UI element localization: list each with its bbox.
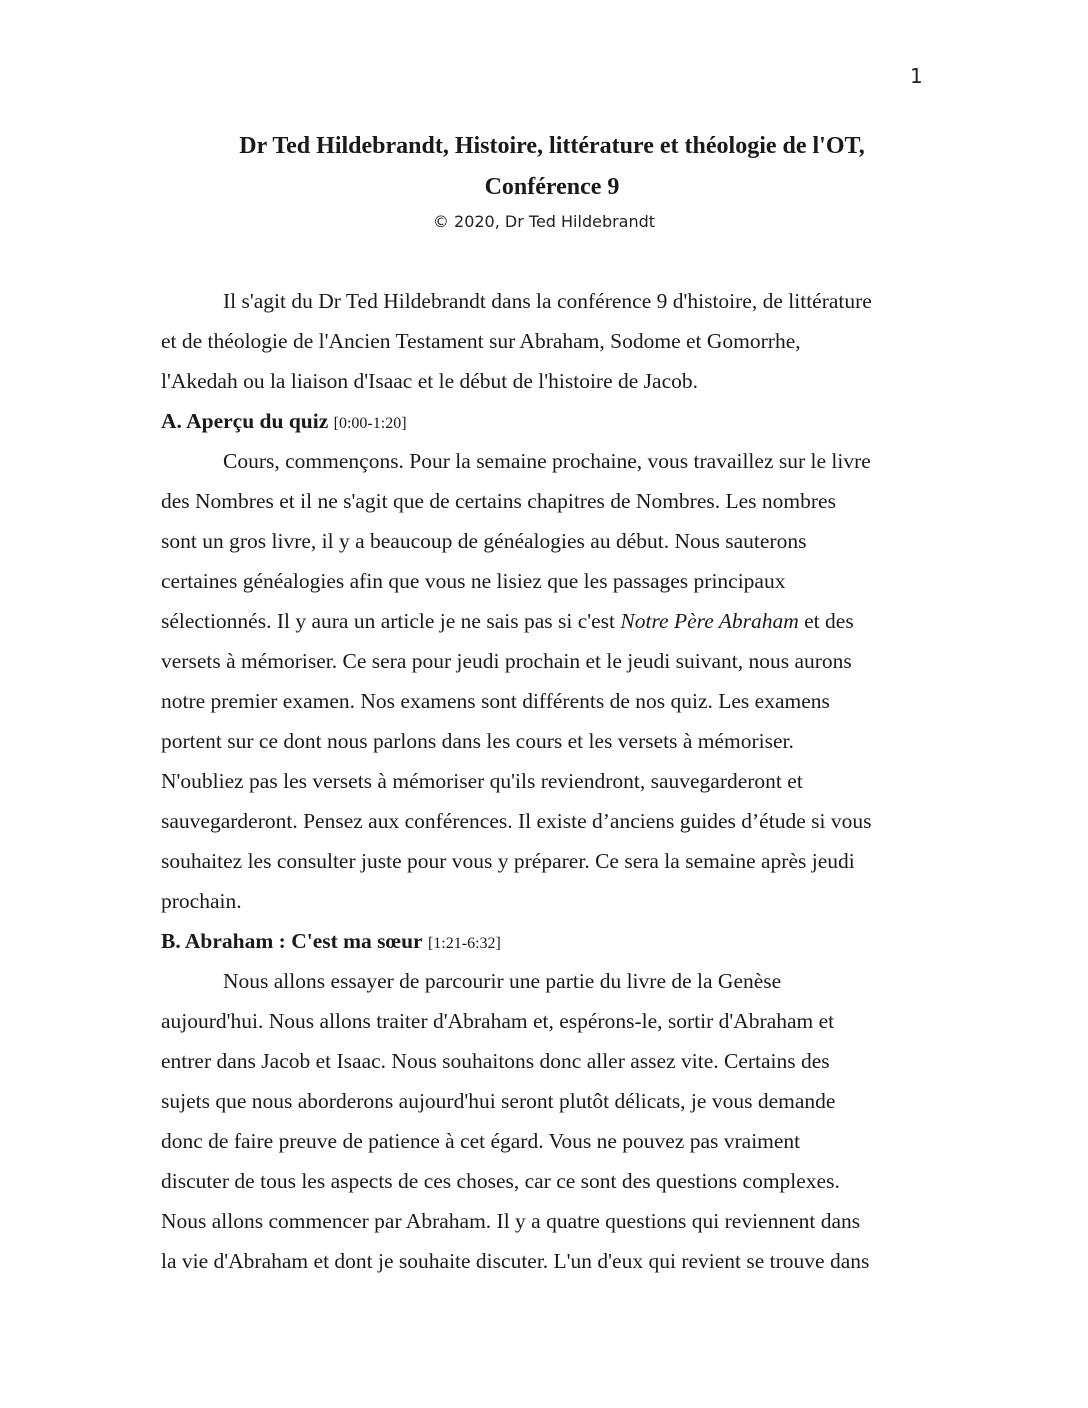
paragraph-line: versets à mémoriser. Ce sera pour jeudi prochain et le jeudi suivant, nous aurons [161,649,852,673]
paragraph-line: l'Akedah ou la liaison d'Isaac et le début de l'histoire de Jacob. [161,369,699,393]
book-title-italic: Notre Père Abraham [620,609,799,633]
paragraph-line: Il s'agit du Dr Ted Hildebrandt dans la conférence 9 d'histoire, de littérature [223,289,872,313]
paragraph-line: notre premier examen. Nos examens sont différents de nos quiz. Les examens [161,689,830,713]
paragraph-line [161,601,951,641]
paragraph-line: la vie d'Abraham et dont je souhaite discuter. L'un d'eux qui revient se trouve dans [161,1249,870,1273]
section-timestamp: [0:00-1:20] [333,415,407,432]
section-timestamp: [1:21-6:32] [427,935,501,952]
page-number: 1 [910,64,923,88]
paragraph-line: portent sur ce dont nous parlons dans les cours et les versets à mémoriser. [161,729,794,753]
copyright-notice: © 2020, Dr Ted Hildebrandt [432,212,656,231]
section-a-heading [161,401,407,444]
intro-paragraph [161,281,951,401]
paragraph-line: sauvegarderont. Pensez aux conférences. Il existe d’anciens guides d’étude si vous [161,809,872,833]
paragraph-line: discuter de tous les aspects de ces choses, car ce sont des questions complexes. [161,1169,840,1193]
paragraph-line: des Nombres et il ne s'agit que de certains chapitres de Nombres. Les nombres [161,489,836,513]
paragraph-line: Cours, commençons. Pour la semaine prochaine, vous travaillez sur le livre [223,449,871,473]
paragraph-line: Nous allons essayer de parcourir une partie du livre de la Genèse [223,969,782,993]
section-a-paragraph [161,441,951,921]
paragraph-line: Nous allons commencer par Abraham. Il y a quatre questions qui reviennent dans [161,1209,861,1233]
section-heading-text: A. Aperçu du quiz [161,409,329,433]
paragraph-line: et de théologie de l'Ancien Testament sur Abraham, Sodome et Gomorrhe, [161,329,801,353]
paragraph-line: N'oubliez pas les versets à mémoriser qu'ils reviendront, sauvegarderont et [161,769,803,793]
paragraph-line: sujets que nous aborderons aujourd'hui seront plutôt délicats, je vous demande [161,1089,836,1113]
paragraph-line: prochain. [161,889,242,913]
document-title: Dr Ted Hildebrandt, Histoire, littérature et théologie de l'OT, [239,133,865,159]
text-segment: et des [798,609,854,633]
section-b-heading [161,921,501,964]
paragraph-line: donc de faire preuve de patience à cet égard. Vous ne pouvez pas vraiment [161,1129,801,1153]
paragraph-line: certaines généalogies afin que vous ne lisiez que les passages principaux [161,569,786,593]
paragraph-line: sont un gros livre, il y a beaucoup de généalogies au début. Nous sauterons [161,529,807,553]
section-heading-text: B. Abraham : C'est ma sœur [161,929,423,953]
text-segment: sélectionnés. Il y aura un article je ne sais pas si c'est [161,609,621,633]
paragraph-line: souhaitez les consulter juste pour vous y préparer. Ce sera la semaine après jeudi [161,849,855,873]
document-title-line2: Conférence 9 [484,174,620,200]
paragraph-line: aujourd'hui. Nous allons traiter d'Abraham et, espérons-le, sortir d'Abraham et [161,1009,835,1033]
paragraph-line: entrer dans Jacob et Isaac. Nous souhaitons donc aller assez vite. Certains des [161,1049,830,1073]
section-b-paragraph [161,961,951,1281]
